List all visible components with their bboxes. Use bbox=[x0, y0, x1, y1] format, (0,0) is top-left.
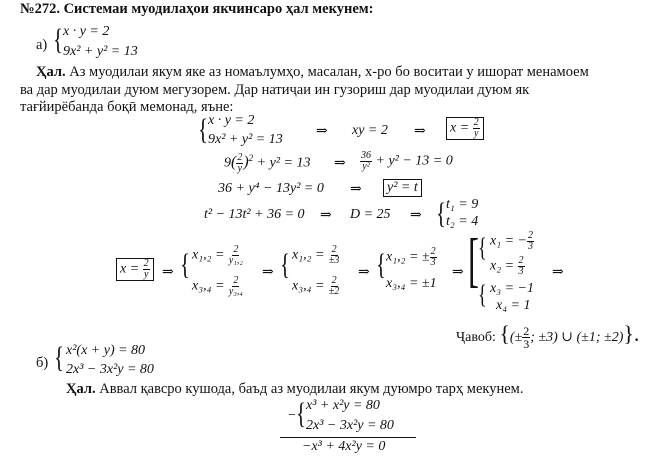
subtract-eq2: 2x³ − 3x²y = 80 bbox=[306, 418, 394, 433]
solution-label: Ҳал. bbox=[66, 381, 96, 397]
solution-text: Аввал қавсро кушода, баъд аз муодилаи якум дуюмро тарҳ мекунем. bbox=[95, 381, 524, 397]
brace: { bbox=[376, 248, 387, 281]
brace: { bbox=[436, 197, 447, 230]
answer-label: Ҷавоб: bbox=[456, 330, 496, 345]
x4-result: x₄ = 1 bbox=[496, 298, 531, 313]
part-a-eq2: 9x² + y² = 13 bbox=[63, 44, 138, 59]
t1-value: t₁ = 9 bbox=[446, 197, 479, 212]
x12-expr: x₁,₂ = $\frac{2}{\text{y₁,₂}}$ bbox=[192, 244, 243, 266]
answer-line: Ҷавоб: {(± $\frac{2}{3}$ ; ±3) ∪ (±1; ±2)}. bbox=[456, 321, 640, 352]
step1-mid: xy = 2 bbox=[352, 123, 388, 138]
step1-eq2: 9x² + y² = 13 bbox=[208, 132, 283, 147]
x3-result: x₃ = −1 bbox=[490, 281, 534, 296]
boxed-substitution: x = $\frac{2}{y}$ bbox=[116, 258, 154, 281]
implies-arrow: ⇒ bbox=[552, 265, 564, 280]
outer-bracket: [ bbox=[468, 227, 479, 293]
step2-left: 9( $\frac{2}{y}$ )$^2$ + y² = 13 bbox=[224, 152, 311, 174]
implies-arrow: ⇒ bbox=[262, 265, 274, 280]
implies-arrow: ⇒ bbox=[334, 156, 346, 171]
part-b-eq2: 2x³ − 3x²y = 80 bbox=[66, 362, 154, 377]
solution-b-line1 bbox=[66, 381, 524, 398]
subtraction-line bbox=[280, 437, 416, 438]
brace: { bbox=[296, 397, 307, 430]
implies-arrow: ⇒ bbox=[452, 265, 464, 280]
implies-arrow: ⇒ bbox=[350, 182, 362, 197]
step4-left: t² − 13t² + 36 = 0 bbox=[204, 207, 305, 222]
solution-label: Ҳал. bbox=[36, 64, 66, 80]
boxed-substitution: x = $\frac{2}{y}$ bbox=[446, 117, 484, 140]
brace: { bbox=[478, 280, 487, 309]
part-b-label: б) bbox=[36, 355, 49, 371]
brace: { bbox=[198, 113, 209, 146]
implies-arrow: ⇒ bbox=[358, 265, 370, 280]
solution-a-line3: тағйирёбанда боқӣ мемонад, яъне: bbox=[20, 99, 234, 115]
t2-value: t₂ = 4 bbox=[446, 214, 479, 229]
solution-text: Аз муодилаи якум яке аз номаълумҳо, масалан, x-ро бо воситаи y ишорат менамоем bbox=[65, 64, 589, 80]
implies-arrow: ⇒ bbox=[414, 124, 426, 139]
step4-mid: D = 25 bbox=[350, 207, 391, 222]
implies-arrow: ⇒ bbox=[162, 265, 174, 280]
implies-arrow: ⇒ bbox=[410, 208, 422, 223]
boxed-substitution-t: y² = t bbox=[383, 179, 422, 197]
brace: { bbox=[53, 23, 64, 56]
solution-a-line1 bbox=[36, 64, 589, 81]
x34-expr: x₃,₄ = $\frac{2}{\text{y₃,₄}}$ bbox=[192, 275, 243, 297]
step3-left: 36 + y⁴ − 13y² = 0 bbox=[218, 181, 324, 196]
brace: { bbox=[54, 341, 65, 374]
brace: { bbox=[478, 233, 487, 262]
x34-result: x₃,₄ = ±1 bbox=[386, 276, 437, 291]
subtract-eq1: x³ + x²y = 80 bbox=[306, 398, 380, 413]
solution-a-line2: ва дар муодилаи дуюм мегузорем. Дар натиҷаи ин гузориш дар муодилаи дуюм як bbox=[20, 82, 530, 98]
implies-arrow: ⇒ bbox=[316, 124, 328, 139]
step2-right: $\frac{36}{\text{y²}}$ + y² − 13 = 0 bbox=[361, 150, 453, 172]
part-b-eq1: x²(x + y) = 80 bbox=[66, 343, 146, 358]
brace: { bbox=[280, 248, 291, 281]
implies-arrow: ⇒ bbox=[320, 208, 332, 223]
step1-eq1: x · y = 2 bbox=[208, 113, 255, 128]
x2-result: x₂ = $\frac{2}{3}$ bbox=[490, 255, 524, 277]
part-a-label: а) bbox=[36, 37, 48, 53]
minus-sign: − bbox=[288, 408, 296, 423]
x12-pm-expr: x₁,₂ = $\frac{2}{\pm 3}$ bbox=[292, 244, 340, 266]
x34-pm-expr: x₃,₄ = $\frac{2}{\pm 2}$ bbox=[292, 275, 340, 297]
x12-result: x₁,₂ = ± $\frac{2}{3}$ bbox=[386, 246, 436, 268]
problem-title: №272. Системаи муодилаҳои якчинсаро ҳал мекунем: bbox=[20, 1, 374, 17]
part-a-eq1: x · y = 2 bbox=[63, 24, 110, 39]
subtract-result: −x³ + 4x²y = 0 bbox=[302, 439, 386, 454]
x1-result: x₁ = − $\frac{2}{3}$ bbox=[490, 230, 533, 252]
brace: { bbox=[180, 248, 191, 281]
